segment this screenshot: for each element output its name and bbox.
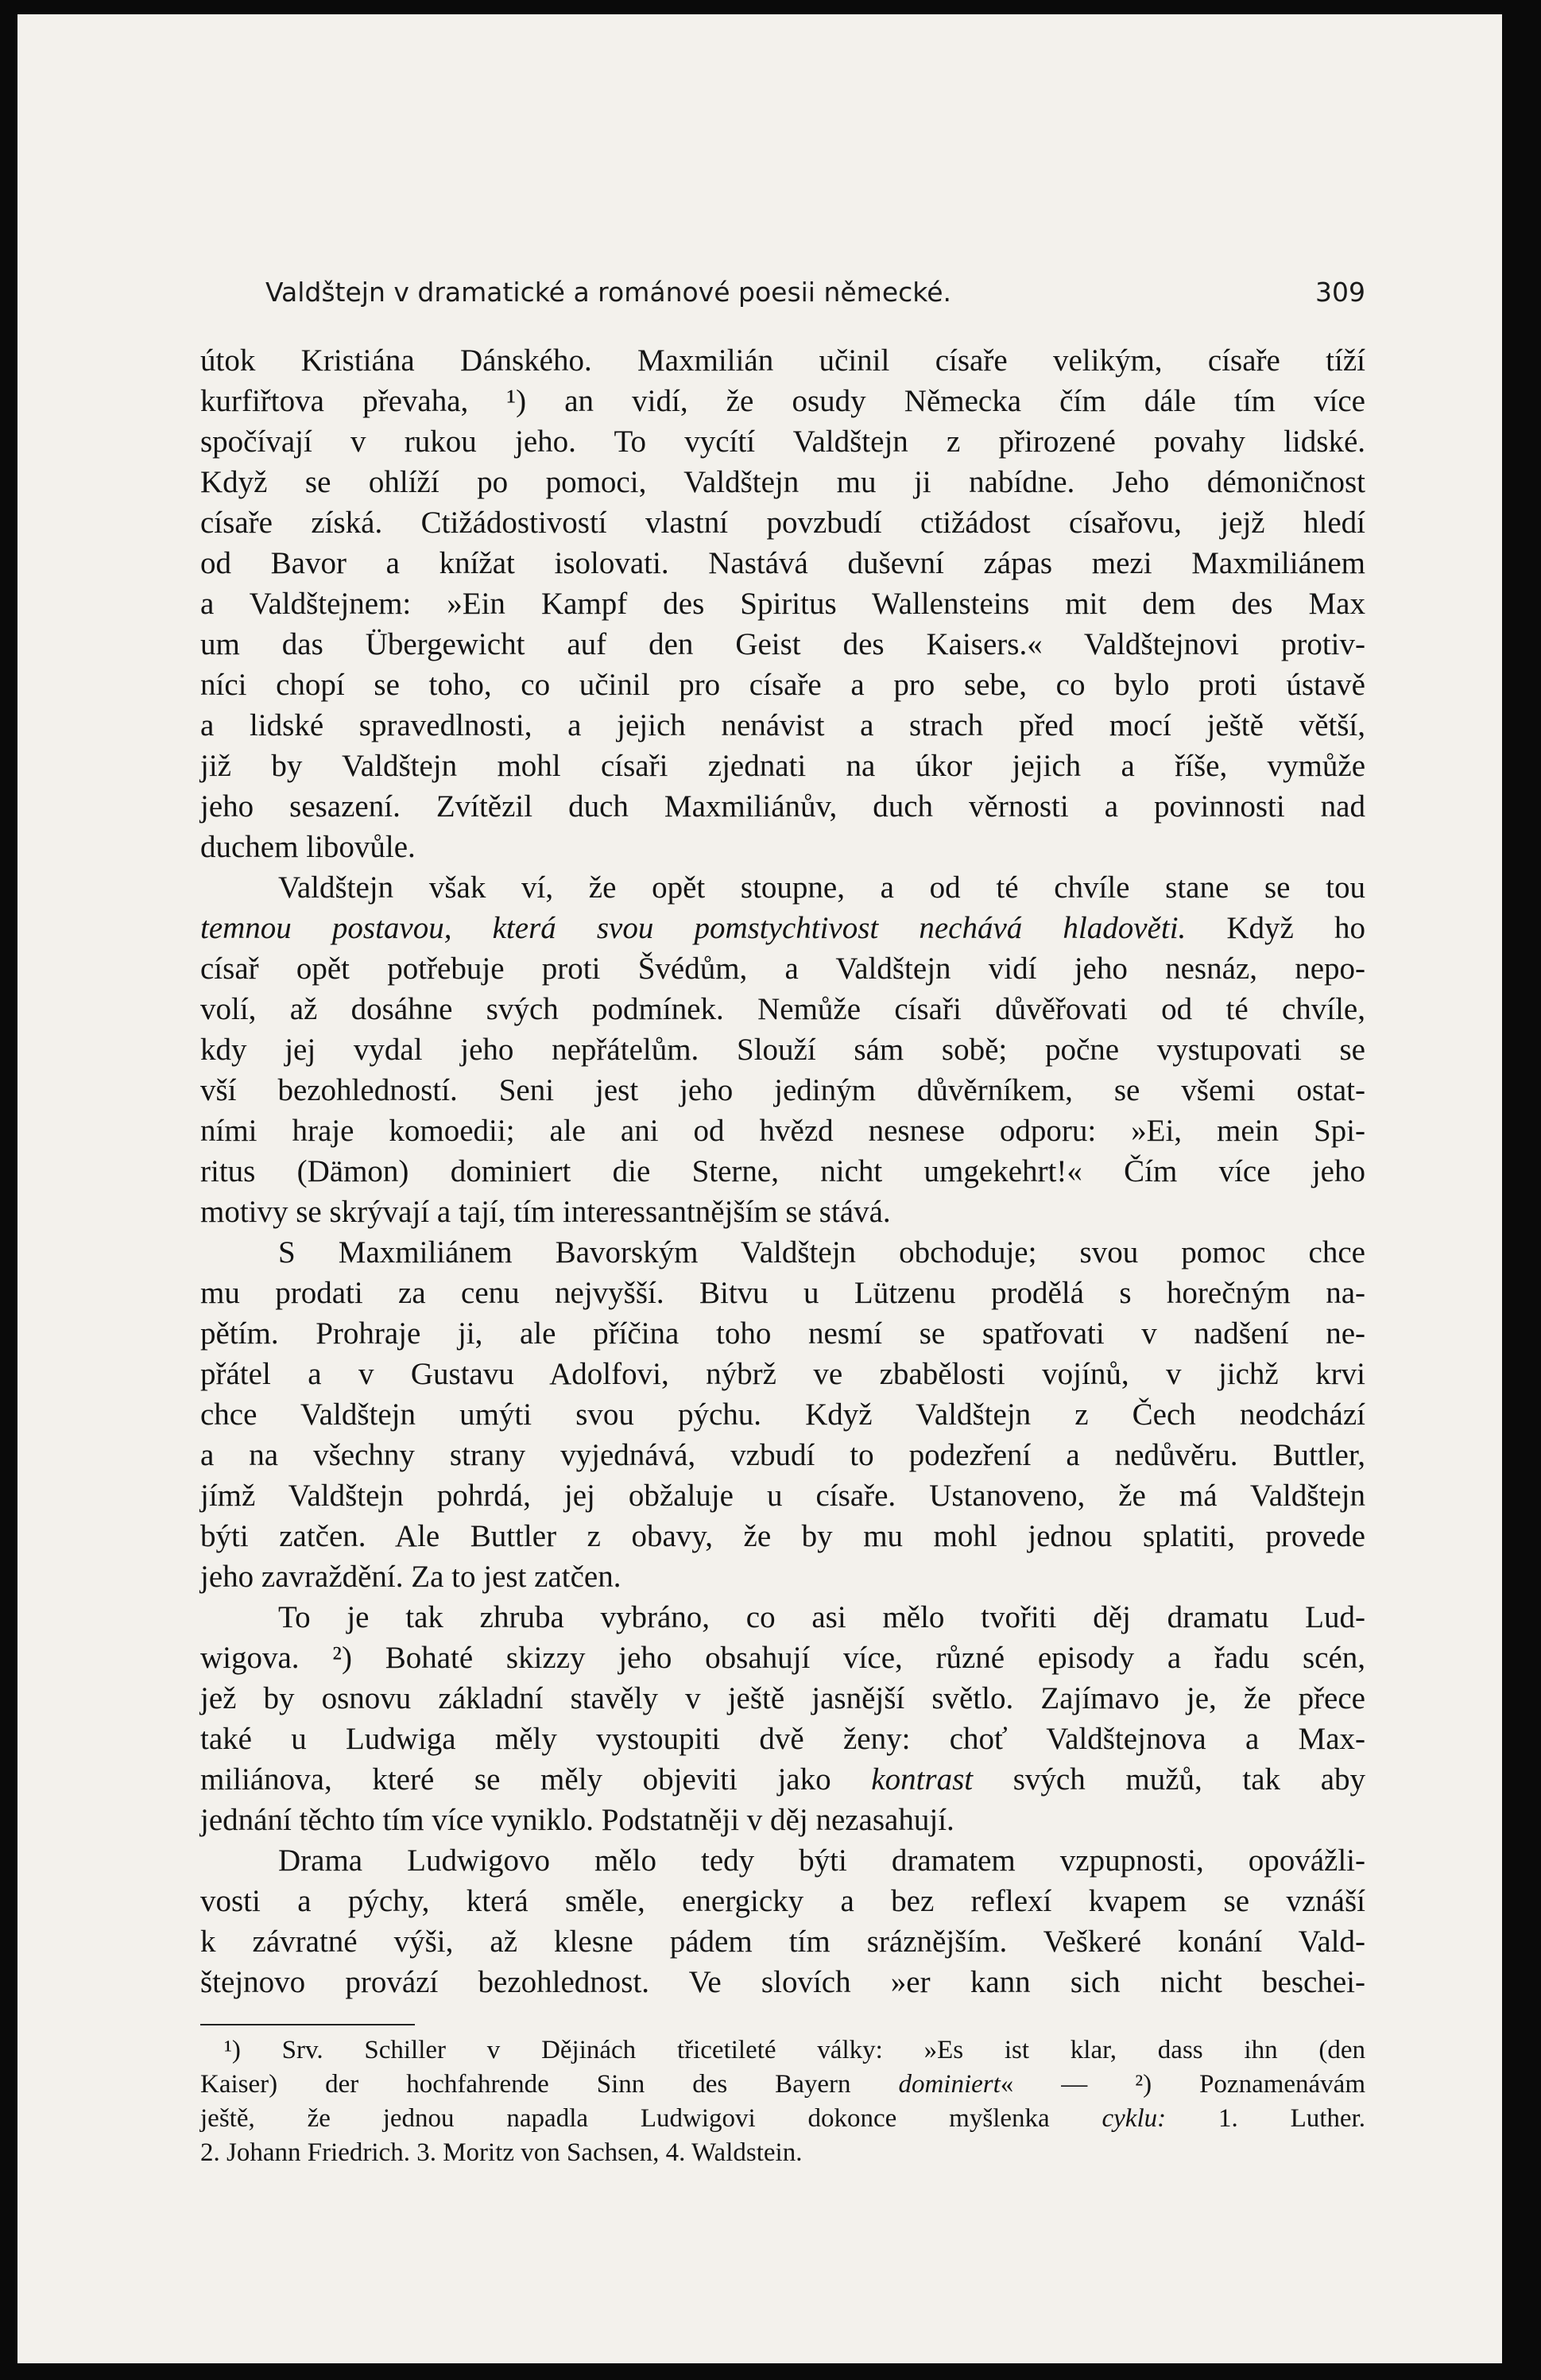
book-page [17,14,1502,2363]
text-line: S Maxmiliánem Bavorským Valdštejn obchoduje; svou pomoc chce [278,1235,1365,1269]
text-line: níci chopí se toho, co učinil pro císaře a pro sebe, co bylo proti ústavě [200,668,1365,702]
text-line: Valdštejn však ví, že opět stoupne, a od té chvíle stane se tou [278,870,1365,905]
text-line: kdy jej vydal jeho nepřátelům. Slouží sám sobě; počne vystupovati se [200,1033,1365,1067]
italic-phrase: cyklu: [1102,2104,1167,2133]
text-line: Když se ohlíží po pomoci, Valdštejn mu ji nabídne. Jeho démoničnost [200,465,1365,499]
text-line: jeho sesazení. Zvítězil duch Maxmiliánův, duch věrnosti a povinnosti nad [200,789,1365,824]
text-line: motivy se skrývají a tají, tím interessantnějším se stává. [200,1195,891,1229]
text-line-italic: miliánova, které se měly objeviti jako kontrast svých mužů, tak aby [200,1762,1366,1797]
text-line: již by Valdštejn mohl císaři zjednati na úkor jejich a říše, vymůže [200,749,1365,783]
text-line: jeho zavraždění. Za to jest zatčen. [200,1560,621,1594]
text-line: ritus (Dämon) dominiert die Sterne, nicht umgekehrt!« Čím více jeho [200,1154,1365,1188]
text-line: k závratné výši, až klesne pádem tím sráznějším. Veškeré konání Vald- [200,1925,1365,1959]
text-line: a Valdštejnem: »Ein Kampf des Spiritus Wallensteins mit dem des Max [200,587,1365,621]
text-line: od Bavor a knížat isolovati. Nastává duševní zápas mezi Maxmiliánem [200,546,1365,580]
text-line: pětím. Prohraje ji, ale příčina toho nesmí se spatřovati v nadšení ne- [200,1316,1365,1351]
text-line: císaře získá. Ctižádostivostí vlastní povzbudí ctižádost císařovu, jejž hledí [200,506,1365,540]
text-line: kurfiřtova převaha, ¹) an vidí, že osudy Německa čím dále tím více [200,384,1365,418]
text-line: spočívají v rukou jeho. To vycítí Valdštejn z přirozené povahy lidské. [200,424,1365,459]
page-number: 309 [1315,277,1365,308]
text-line: duchem libovůle. [200,830,416,864]
italic-phrase: temnou postavou, která svou pomstychtivost nechává hladověti. [200,911,1187,945]
text-line: jednání těchto tím více vyniklo. Podstatněji v děj nezasahují. [200,1803,954,1837]
text-line: Drama Ludwigovo mělo tedy býti dramatem vzpupnosti, opovážli- [278,1843,1365,1878]
text-line: mu prodati za cenu nejvyšší. Bitvu u Lützenu prodělá s horečným na- [200,1276,1365,1310]
text-line: také u Ludwiga měly vystoupiti dvě ženy: choť Valdštejnova a Max- [200,1722,1365,1756]
text-line: býti zatčen. Ale Buttler z obavy, že by mu mohl jednou splatiti, provede [200,1519,1365,1553]
footnote-line-italic: ještě, že jednou napadla Ludwigovi dokonce myšlenka cyklu: 1. Luther. [200,2104,1365,2133]
text-line: ními hraje komoedii; ale ani od hvězd nesnese odporu: »Ei, mein Spi- [200,1114,1365,1148]
text-line: štejnovo provází bezohlednost. Ve slovích »er kann sich nicht beschei- [200,1965,1365,1999]
text-line: jímž Valdštejn pohrdá, jej obžaluje u císaře. Ustanoveno, že má Valdštejn [200,1479,1365,1513]
body-text [200,340,1365,2002]
footnote-line-italic: Kaiser) der hochfahrende Sinn des Bayern dominiert« — ²) Poznamenávám [200,2070,1366,2099]
footnotes [200,2033,1365,2170]
text-line: přátel a v Gustavu Adolfovi, nýbrž ve zbabělosti vojínů, v jichž krvi [200,1357,1365,1391]
italic-phrase: dominiert [898,2070,1001,2099]
footnote-divider [200,2024,415,2025]
text-line: um das Übergewicht auf den Geist des Kaisers.« Valdštejnovi protiv- [200,627,1365,661]
text-line: vosti a pýchy, která směle, energicky a bez reflexí kvapem se vznáší [200,1884,1365,1918]
text-line: wigova. ²) Bohaté skizzy jeho obsahují více, různé episody a řadu scén, [200,1641,1365,1675]
text-line: a lidské spravedlnosti, a jejich nenávist a strach před mocí ještě větší, [200,708,1365,742]
text-line: a na všechny strany vyjednává, vzbudí to podezření a nedůvěru. Buttler, [200,1438,1365,1472]
text-line: vší bezohledností. Seni jest jeho jediným důvěrníkem, se všemi ostat- [200,1073,1365,1107]
text-line: To je tak zhruba vybráno, co asi mělo tvořiti děj dramatu Lud- [278,1600,1365,1634]
text-line: císař opět potřebuje proti Švédům, a Valdštejn vidí jeho nesnáz, nepo- [200,952,1365,986]
footnote-line: 2. Johann Friedrich. 3. Moritz von Sachsen, 4. Waldstein. [200,2138,803,2167]
text-line: jež by osnovu základní stavěly v ještě jasnější světlo. Zajímavo je, že přece [200,1681,1365,1715]
footnote-line: ¹) Srv. Schiller v Dějinách třicetileté války: »Es ist klar, dass ihn (den [224,2036,1365,2064]
text-line: volí, až dosáhne svých podmínek. Nemůže císaři důvěřovati od té chvíle, [200,992,1365,1026]
text-line: chce Valdštejn umýti svou pýchu. Když Valdštejn z Čech neodchází [200,1397,1365,1432]
header-title: Valdštejn v dramatické a románové poesii německé. [265,277,951,308]
text-line-italic: temnou postavou, která svou pomstychtivost nechává hladověti. Když ho [200,911,1365,945]
text-line: útok Kristiána Dánského. Maxmilián učinil císaře velikým, císaře tíží [200,343,1365,378]
italic-phrase: kontrast [871,1762,974,1797]
